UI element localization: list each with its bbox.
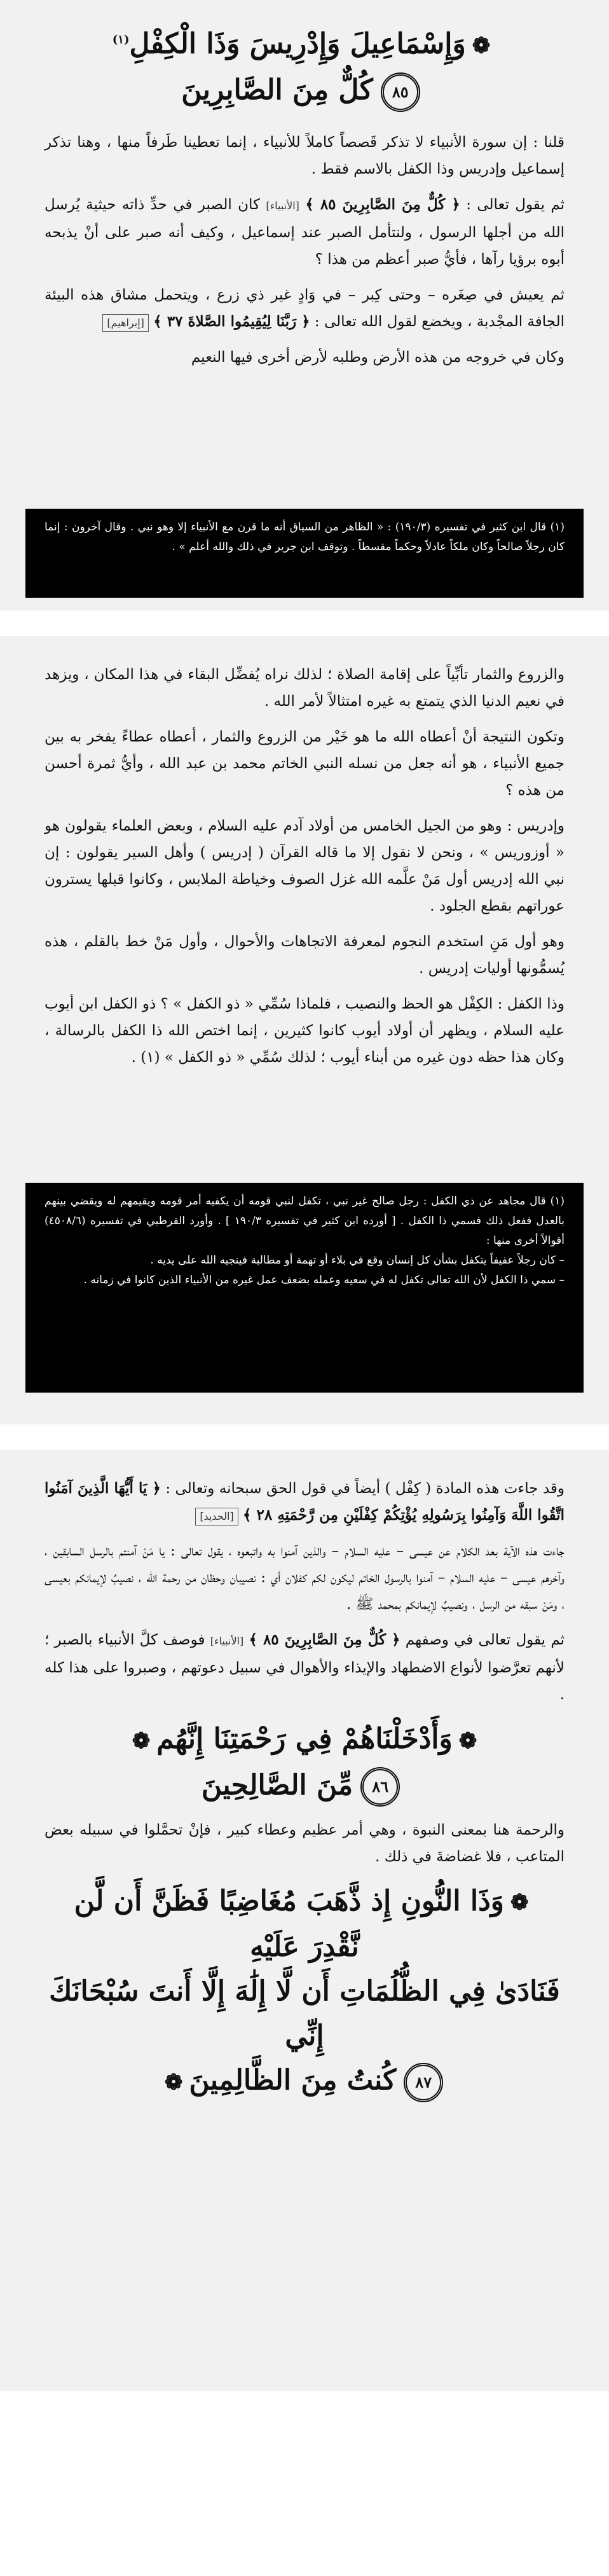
verse-text: كُلٌّ مِنَ الصَّابِرِينَ: [181, 74, 373, 107]
surah-source: [الأنبياء]: [210, 1635, 244, 1647]
surah-source: [الحديد]: [195, 1508, 238, 1526]
quran-quote: ﴿ يَا أَيُّهَا الَّذِينَ آمَنُوا اتَّقُوا اللَّهَ وَآمِنُوا بِرَسُولِهِ يُؤْتِكُمْ كِفْلَيْنِ مِن رَّحْمَتِهِ ٢٨ ﴾: [44, 1480, 565, 1524]
ornament-icon: ❁: [472, 33, 491, 59]
ornament-icon: ❁: [458, 1728, 477, 1754]
footnote-text: (١) قال مجاهد عن ذي الكفل : رجل صالح غير نبي ، تكفل لنبي قومه أن يكفيه أمر قومه ويقيمهم له ويقضي بينهم بالعدل ففعل ذلك فسمي ذا الكفل . [ أورده ابن كثير في تفسيره ١٩٠/٣ ] . وأورد القرطبي في تفسيره (٤٥٠٨/٦) أقوالاً أخرى منها :: [44, 1195, 565, 1247]
quran-quote: ﴿ كُلٌّ مِنَ الصَّابِرِينَ ٨٥ ﴾: [249, 1631, 400, 1648]
ornament-icon: ❁: [164, 2069, 183, 2095]
verse-86-line-1: [44, 1717, 565, 1763]
verse-text: وَإِسْمَاعِيلَ وَإِدْرِيسَ وَذَا الْكِفْلِ: [129, 27, 466, 60]
surah-source: [الأنبياء]: [266, 200, 299, 212]
paragraph: والرحمة هنا بمعنى النبوة ، وهي أمر عظيم وعطاء كبير ، فإنْ تحمَّلوا في سبيله بعض المتاعب ، فلا غضاضةَ في ذلك .: [44, 1821, 565, 1865]
verse-87-line-2: [44, 1969, 565, 2058]
verse-number: ٨٦: [360, 1767, 400, 1807]
paragraph: وكان في خروجه من هذه الأرض وطلبه لأرض أخرى فيها النعيم: [191, 349, 565, 366]
paragraph: وإدريس : وهو من الجيل الخامس من أولاد آدم عليه السلام ، وبعض العلماء يقولون هو « أوزوريس » ، ونحن لا نقول إلا ما قاله القرآن ( إدريس ) وأهل السير يقولون : إن نبي الله إدريس أول مَنْ علَّمه الله غزل الصوف وخياطة الملابس ، وكانوا قبلها يسترون عوراتهم بقطع الجلود .: [44, 818, 565, 914]
paragraph: ثم يقول تعالى في وصفهم ﴿ كُلٌّ مِنَ الصَّابِرِينَ ٨٥ ﴾ [الأنبياء] فوصف كلَّ الأنبياء بالصبر ؛ لأنهم تعرَّضوا لأنواع الاضطهاد والإيذاء والأهوال في سبيل دعوتهم ، وصبروا على هذا كله .: [44, 1631, 565, 1703]
verse-85-line-2: [44, 68, 565, 113]
verse-text: مِّنَ الصَّالِحِينَ: [201, 1768, 353, 1801]
verse-number: ٨٧: [404, 2063, 443, 2102]
paragraph: جاءت هذه الآية بعد الكلام عن عيسى – عليه السلام – والذين آمنوا به واتبعوه ، يقول تعالى : يا مَنْ آمنتم بالرسل السابقين ، وآخرهم عيسى – عليه السلام – آمنوا بالرسول الخاتم ليكون لكم كفلان أي : نصيبان وحظان من رحمة الله ، نصيبٌ لإيمانكم بعيسى ، ومَنْ سبقه من الرسل ، ونصيبٌ لإيمانكم بمحمد ﷺ .: [44, 1543, 565, 1613]
paragraph: وذا الكفل : الكِفْل هو الحظ والنصيب ، فلماذا سُمِّي « ذو الكفل » ؟ ذو الكفل ابن أيوب عليه السلام ، ويظهر أن أولاد أيوب كانوا كثيرين ، إنما اختص الله ذا الكفل بالرسالة ، وكان هذا حظه دون غيره من أبناء أيوب ؛ لذلك سُمِّي « ذو الكفل » (١) .: [44, 996, 565, 1066]
verse-text: كُنتُ مِنَ الظَّالِمِينَ: [189, 2064, 397, 2097]
paragraph: ثم يعيش في صِغَره – وحتى كِبر – في وَادٍ غير ذي زرع ، ويتحمل مشاق هذه البيئة الجافة المجْدبة ، ويخضع لقول الله تعالى : ﴿ رَبَّنَا لِيُقِيمُوا الصَّلاةَ ٣٧ ﴾ [إبراهيم]: [44, 282, 565, 335]
verse-87-line-3: [44, 2058, 565, 2105]
quran-quote: ﴿ رَبَّنَا لِيُقِيمُوا الصَّلاةَ ٣٧ ﴾: [153, 313, 310, 331]
ornament-icon: ❁: [132, 1728, 151, 1754]
footnote-box: [25, 509, 584, 598]
footnote-text: – سمي ذا الكفل لأن الله تعالى تكفل له في سعيه وعمله بضعف عمل غيره من الأنبياء الذين كانوا في زمانه .: [83, 1274, 565, 1286]
verse-86-line-2: [44, 1763, 565, 1808]
footnote-text: (١) قال ابن كثير في تفسيره (١٩٠/٣) : « الظاهر من السياق أنه ما قرن مع الأنبياء إلا وهو نبي . وقال آخرون : إنما كان رجلاً صالحاً وكان ملكاً عادلاً وحكماً مقسطاً . وتوقف ابن جرير في ذلك والله أعلم » .: [44, 521, 565, 553]
paragraph: وهو أول مَنِ استخدم النجوم لمعرفة الاتجاهات والأحوال ، وأول مَنْ خط بالقلم ، هذه يُسمُّونها أوليات إدريس .: [44, 933, 565, 977]
footnote-box: [25, 1183, 584, 1393]
verse-85-line-1: [44, 18, 565, 68]
paragraph: وقد جاءت هذه المادة ( كِفْل ) أيضاً في قول الحق سبحانه وتعالى : ﴿ يَا أَيُّهَا الَّذِينَ آمَنُوا اتَّقُوا اللَّهَ وَآمِنُوا بِرَسُولِهِ يُؤْتِكُمْ كِفْلَيْنِ مِن رَّحْمَتِهِ ٢٨ ﴾ [الحديد]: [44, 1475, 565, 1529]
footnote-ref: (١): [112, 33, 130, 46]
quran-quote: ﴿ كُلٌّ مِنَ الصَّابِرِينَ ٨٥ ﴾: [305, 196, 460, 214]
surah-source: [إبراهيم]: [102, 314, 149, 332]
verse-text: وَذَا النُّونِ إِذ ذَّهَبَ مُغَاضِبًا فَظَنَّ أَن لَّن نَّقْدِرَ عَلَيْهِ: [74, 1884, 504, 1963]
ornament-icon: ❁: [510, 1890, 529, 1915]
verse-87-line-1: [44, 1879, 565, 1970]
paragraph: قلنا : إن سورة الأنبياء لا تذكر قَصصاً كاملاً للأنبياء ، إنما تعطينا طَرفاً منها ، وهنا تذكر إسماعيل وإدريس وذا الكفل بالاسم فقط .: [44, 134, 565, 178]
verse-number: ٨٥: [381, 72, 420, 112]
paragraph: والزروع والثمار تأبِّياً على إقامة الصلاة ؛ لذلك نراه يُفضِّل البقاء في هذا المكان ، ويزهد في نعيم الدنيا الذي يتمتع به غيره امتثالاً لأمر الله .: [44, 666, 565, 710]
verse-text: فَنَادَىٰ فِي الظُّلُمَاتِ أَن لَّا إِلَٰهَ إِلَّا أَنتَ سُبْحَانَكَ إِنِّي: [49, 1975, 560, 2052]
paragraph: ثم يقول تعالى : ﴿ كُلٌّ مِنَ الصَّابِرِينَ ٨٥ ﴾ [الأنبياء] كان الصبر في حدِّ ذاته حيثية يُرسل الله من أجلها الرسول ، ولنتأمل الصبر عند إسماعيل ، وكيف أنه صبر على أنْ يذبحه أبوه برؤيا رآها ، فأيُّ صبر أعظم من هذا ؟: [44, 196, 565, 268]
paragraph: وتكون النتيجة أنْ أعطاه الله ما هو خَيْر من الزروع والثمار ، أعطاه عطاءً يفخر به بين جميع الأنبياء ، هو أنه جعل من نسله النبي الخاتم محمد بن عبد الله ، وأيُّ ثمرة أحسن من هذه ؟: [44, 729, 565, 799]
page-3: [0, 1450, 609, 2391]
verse-text: وَأَدْخَلْنَاهُمْ فِي رَحْمَتِنَا إِنَّهُم: [156, 1723, 453, 1755]
footnote-text: – كان رجلاً عفيفاً يتكفل بشأن كل إنسان وقع في بلاء أو تهمة أو مطالبة فينجيه الله على يديه .: [150, 1254, 565, 1267]
